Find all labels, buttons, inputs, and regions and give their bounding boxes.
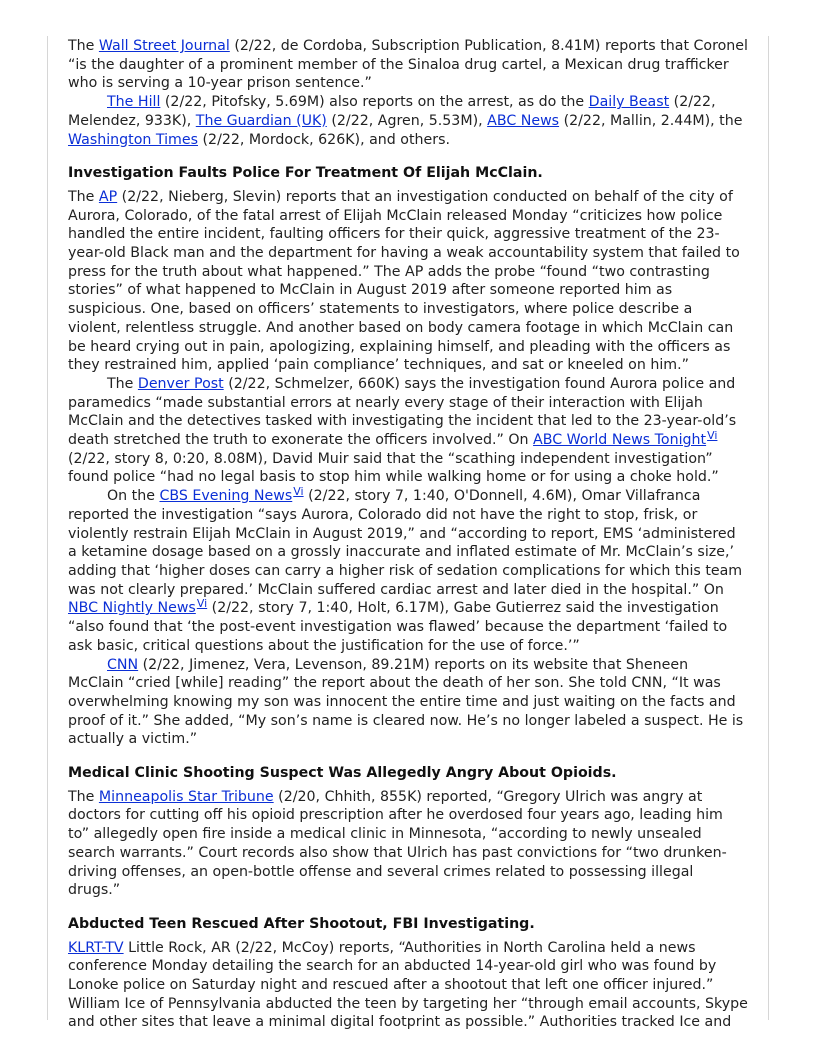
link-cnn[interactable]: CNN	[107, 656, 139, 673]
link-the-guardian[interactable]: The Guardian (UK)	[195, 112, 327, 129]
right-margin-rule	[768, 36, 769, 1020]
paragraph: CNN (2/22, Jimenez, Vera, Levenson, 89.21M) reports on its website that Sheneen McClain “cried [while] reading” the report about the death of her son. She told CNN, “It was overwhelming knowing my son was innocent the entire time and just waiting on the facts and proof of it.” She added, “My son’s name is cleared now. He’s no longer labeled a suspect. He is actually a victim.”	[68, 656, 744, 748]
video-indicator	[197, 597, 207, 610]
paragraph: The Denver Post (2/22, Schmelzer, 660K) says the investigation found Aurora police and paramedics “made substantial errors at nearly every stage of their interaction with Elijah McClain and the detectives tasked with investigating the incident that led to the 23-year-old’s death stretched the truth to exonerate the officers involved.” On ABC World News Tonight$^{Vi}$ (2/22, story 8, 0:20, 8.08M), David Muir said that the “scathing independent investigation” found police “had no legal basis to stop him while walking home or for using a choke hold.”	[68, 375, 737, 486]
link-klrt-tv[interactable]: KLRT-TV	[68, 939, 124, 956]
paragraph: The Minneapolis Star Tribune (2/20, Chhith, 855K) reported, “Gregory Ulrich was angry at doctors for cutting off his opioid prescription after he overdosed four years ago, leading him to” allegedly open fire inside a medical clinic in Minnesota, “according to newly unsealed search warrants.” Court records also show that Ulrich has past convictions for “two drunken-driving offenses, an open-bottle offense and several crimes related to possessing illegal drugs.”	[68, 788, 727, 899]
news-column	[68, 37, 748, 1032]
link-minneapolis-star-tribune[interactable]: Minneapolis Star Tribune	[98, 788, 274, 805]
link-abc-world-news-tonight[interactable]: ABC World News Tonight	[533, 432, 707, 449]
video-link[interactable]: Vi	[293, 485, 304, 499]
link-washington-times[interactable]: Washington Times	[68, 131, 198, 148]
link-cbs-evening-news[interactable]: CBS Evening News	[159, 488, 293, 505]
link-ap[interactable]: AP	[98, 188, 118, 205]
article-heading: Investigation Faults Police For Treatment Of Elijah McClain.	[68, 165, 543, 182]
link-abc-news[interactable]: ABC News	[487, 112, 560, 129]
link-daily-beast[interactable]: Daily Beast	[588, 94, 670, 111]
link-the-hill[interactable]: The Hill	[107, 94, 161, 111]
paragraph: The Hill (2/22, Pitofsky, 5.69M) also reports on the arrest, as do the Daily Beast (2/22, Melendez, 933K), The Guardian (UK) (2/22, Agren, 5.53M), ABC News (2/22, Mallin, 2.44M), the Washington Times (2/22, Mordock, 626K), and others.	[68, 94, 743, 148]
video-indicator	[293, 485, 303, 498]
paragraph: KLRT-TV Little Rock, AR (2/22, McCoy) reports, “Authorities in North Carolina held a news conference Monday detailing the search for an abducted 14-year-old girl who was found by Lonoke police on Saturday night and rescued after a shootout that left one officer injured.” William Ice of Pennsylvania abducted the teen by targeting her “through email accounts, Skype and other sites that leave a minimal digital footprint as possible.” Authorities tracked Ice and	[68, 939, 748, 1031]
link-nbc-nightly-news[interactable]: NBC Nightly News	[68, 600, 196, 617]
paragraph: The AP (2/22, Nieberg, Slevin) reports that an investigation conducted on behalf of the city of Aurora, Colorado, of the fatal arrest of Elijah McClain released Monday “criticizes how police handled the entire incident, faulting officers for their quick, aggressive treatment of the 23-year-old Black man and the department for having a weak accountability system that failed to press for the truth about what happened.” The AP adds the probe “found “two contrasting stories” of what happened to McClain in August 2019 after someone reported him as suspicious. One, based on officers’ statements to investigators, where police describe a violent, relentless struggle. And another based on body camera footage in which McClain can be heard crying out in pain, apologizing, explaining himself, and pleading with the officers as they restrained him, applied ‘pain compliance’ techniques, and sat or kneeled on him.”	[68, 188, 740, 374]
video-link[interactable]: Vi	[707, 429, 718, 443]
article-heading: Medical Clinic Shooting Suspect Was Allegedly Angry About Opioids.	[68, 765, 617, 782]
video-indicator	[707, 429, 717, 442]
video-link[interactable]: Vi	[196, 597, 208, 611]
link-denver-post[interactable]: Denver Post	[137, 375, 224, 392]
paragraph: On the CBS Evening News$^{Vi}$ (2/22, story 7, 1:40, O'Donnell, 4.6M), Omar Villafranca reported the investigation “says Aurora, Colorado did not have the right to stop, frisk, or violently restrain Elijah McClain in August 2019,” and “according to report, EMS ‘administered a ketamine dosage based on a grossly inaccurate and inflated estimate of Mr. McClain’s size,’ adding that ‘higher doses can carry a higher risk of sedation complications for which this team was not clearly prepared.’ McClain suffered cardiac arrest and later died in the hospital.” On NBC Nightly News$^{Vi}$ (2/22, story 7, 1:40, Holt, 6.17M), Gabe Gutierrez said the investigation “also found that ‘the post-event investigation was flawed’ because the department ‘failed to ask basic, critical questions about the justification for the use of force.’”	[68, 485, 743, 654]
article-heading: Abducted Teen Rescued After Shootout, FBI Investigating.	[68, 915, 535, 932]
link-wall-street-journal[interactable]: Wall Street Journal	[98, 38, 230, 54]
paragraph: The Wall Street Journal (2/22, de Cordoba, Subscription Publication, 8.41M) reports that Coronel “is the daughter of a prominent member of the Sinaloa drug cartel, a Mexican drug trafficker who is serving a 10-year prison sentence.”	[68, 38, 748, 92]
left-margin-rule	[47, 36, 48, 1020]
